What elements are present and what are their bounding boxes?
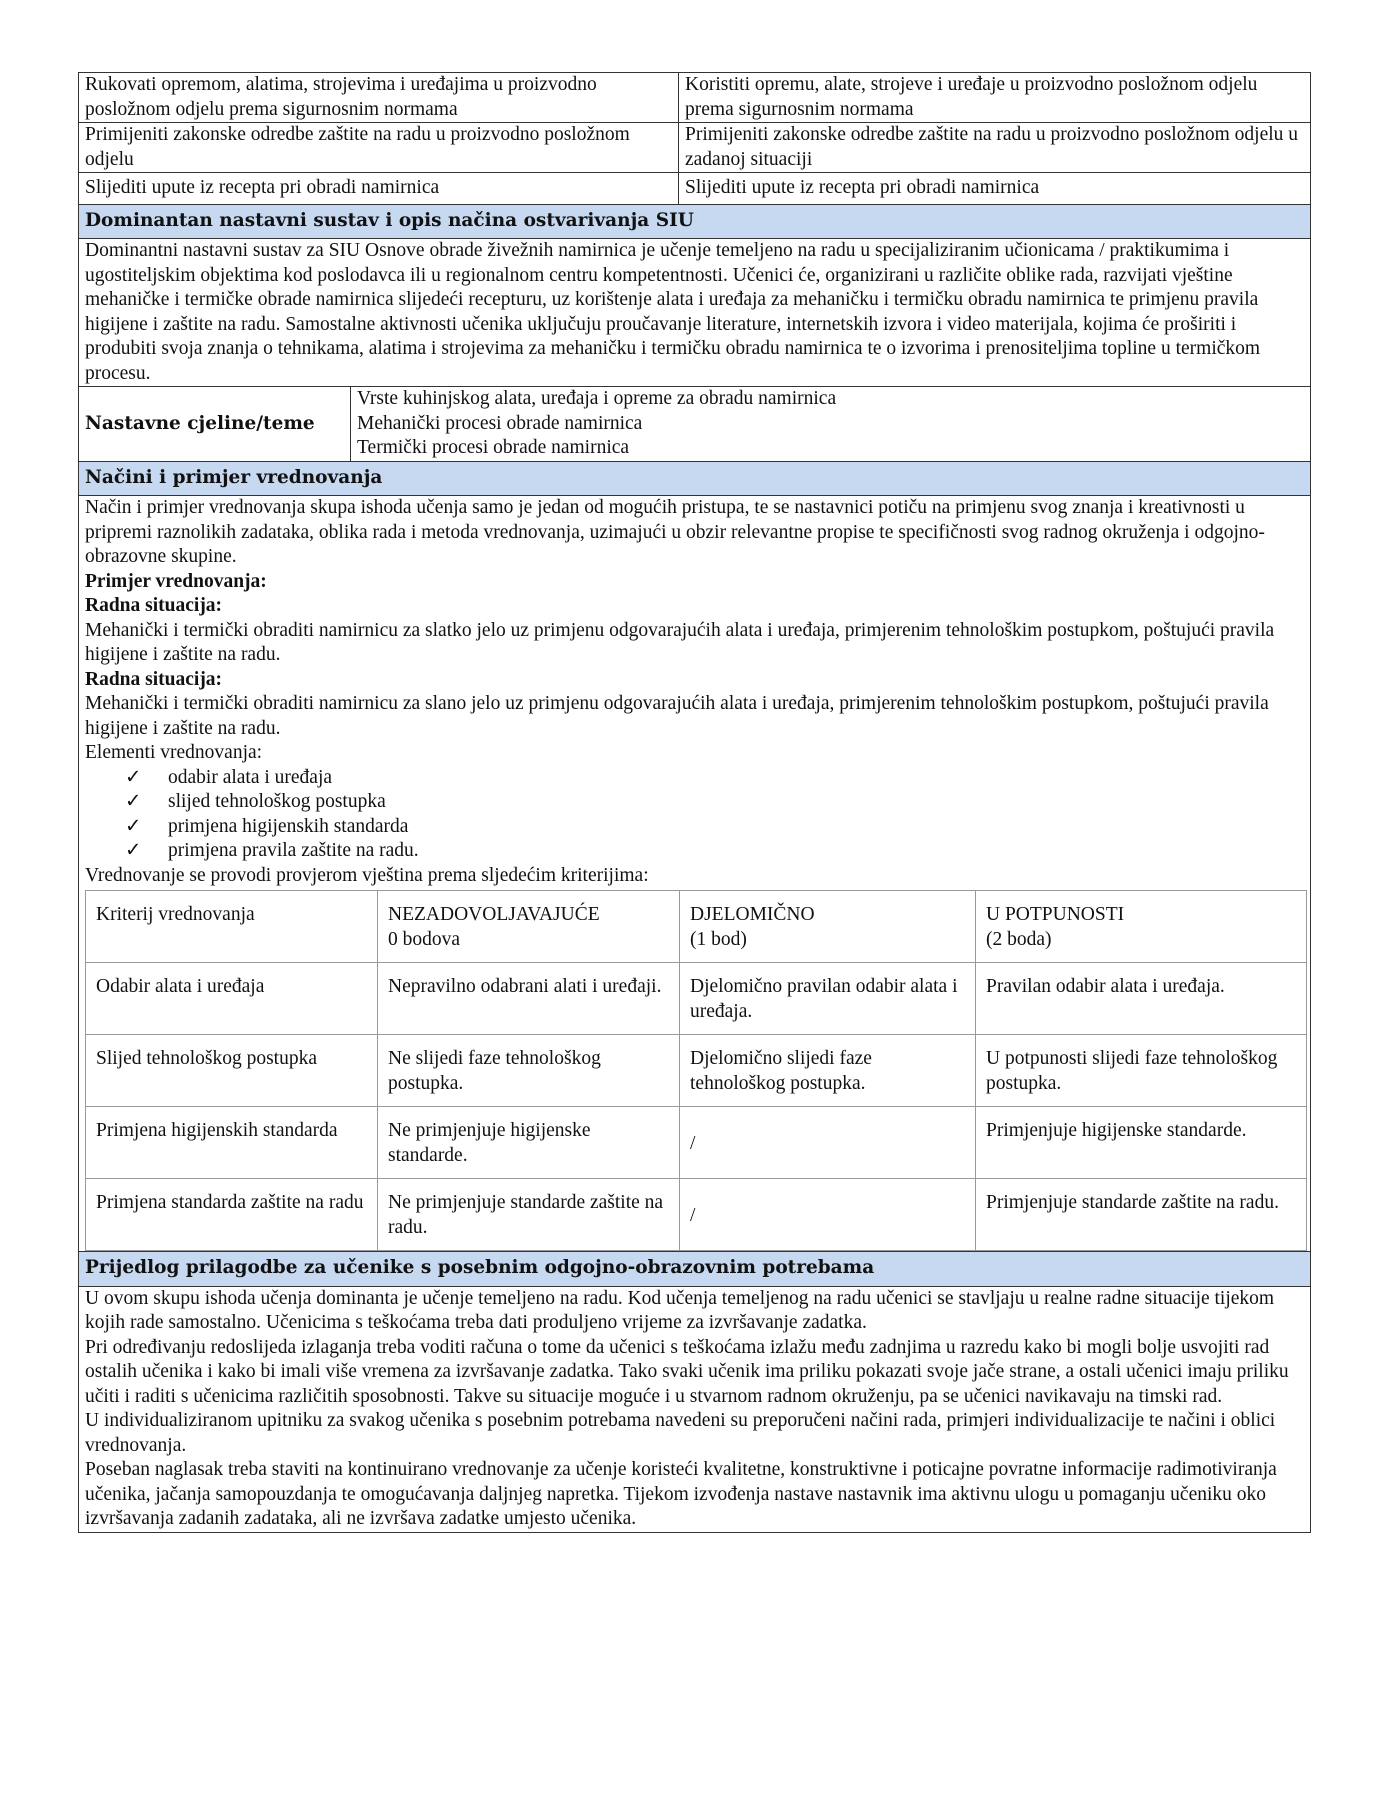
table-cell: U potpunosti slijedi faze tehnološkog postupka. — [976, 1035, 1307, 1107]
work-situation-heading: Radna situacija: — [85, 668, 223, 690]
section-header-adaptation: Prijedlog prilagodbe za učenike s posebnim odgojno-obrazovnim potrebama — [79, 1251, 1310, 1286]
table-cell: Ne primjenjuje standarde zaštite na radu. — [378, 1179, 680, 1251]
table-cell: Primjenjuje standarde zaštite na radu. — [976, 1179, 1307, 1251]
topic-item: Vrste kuhinjskog alata, uređaja i opreme za obradu namirnica — [357, 388, 837, 409]
table-cell: Djelomično slijedi faze tehnološkog postupka. — [680, 1035, 976, 1107]
list-item: ✓ primjena higijenskih standarda — [125, 815, 1304, 840]
adaptation-paragraph: U individualiziranom upitniku za svakog učenika s posebnim potrebama navedeni su preporučeni načini rada, primjeri individualizacije te načini i oblici vrednovanja. — [85, 1410, 1276, 1456]
table-row — [86, 1035, 1307, 1107]
table-header-cell: NEZADOVOLJAVAJUĆE 0 bodova — [378, 891, 680, 963]
adaptation-body — [79, 1286, 1310, 1532]
table-cell: Primjena standarda zaštite na radu — [86, 1179, 378, 1251]
work-situation-heading: Radna situacija: — [85, 595, 223, 616]
outcome-left: Slijediti upute iz recepta pri obradi namirnica — [79, 173, 679, 204]
topics-label: Nastavne cjeline/teme — [79, 387, 351, 461]
outcome-right: Primijeniti zakonske odredbe zaštite na radu u proizvodno posložnom odjelu u zadanoj situaciji — [685, 124, 1299, 170]
example-heading: Primjer vrednovanja: — [85, 570, 267, 592]
outcome-row — [79, 73, 1310, 122]
criteria-table — [85, 890, 1307, 1251]
adaptation-paragraph: Poseban naglasak treba staviti na kontinuirano vrednovanje za učenje koristeći kvalitetne, konstruktivne i poticajne povratne informacije radimotiviranja učenika, jačanja samopouzdanja te omogućavanja daljnjeg napretka. Tijekom izvođenja nastave nastavnik ima aktivnu ulogu u pomaganju učeniku oko izvršavanja zadanih zadataka, ali ne izvršava zadatke umjesto učenika. — [85, 1459, 1277, 1529]
table-header-row — [86, 891, 1307, 963]
table-header-cell: DJELOMIČNO (1 bod) — [680, 891, 976, 963]
table-header-cell: Kriterij vrednovanja — [86, 891, 378, 963]
list-item: ✓ odabir alata i uređaja — [125, 766, 1304, 791]
outcome-row — [79, 172, 1310, 204]
section-header-evaluation: Načini i primjer vrednovanja — [79, 461, 1310, 496]
table-header-cell: U POTPUNOSTI (2 boda) — [976, 891, 1307, 963]
list-item: ✓ primjena pravila zaštite na radu. — [125, 839, 1304, 864]
checkmark-icon: ✓ — [125, 815, 142, 837]
table-row — [86, 963, 1307, 1035]
table-cell: Pravilan odabir alata i uređaja. — [976, 963, 1307, 1035]
outcome-right: Slijediti upute iz recepta pri obradi namirnica — [685, 177, 1040, 198]
table-cell: Odabir alata i uređaja — [86, 963, 378, 1035]
table-cell: / — [680, 1107, 976, 1179]
topic-item: Termički procesi obrade namirnica — [357, 437, 630, 458]
table-row — [86, 1179, 1307, 1251]
table-cell: Djelomično pravilan odabir alata i uređaja. — [680, 963, 976, 1035]
adaptation-paragraph: Pri određivanju redoslijeda izlaganja treba voditi računa o tome da učenici s teškoćama izlažu među zadnjima u razredu kako bi mogli bolje usvojiti rad ostalih učenika i kako bi imali više vremena za izvršavanje zadatka. Tako svaki učenik ima priliku pokazati svoje jače strane, a ostali učenici imaju priliku učiti i raditi s učenicima različitih sposobnosti. Takve su situacije moguće i u stvarnom radnom okruženju, pa se učenici navikavaju na timski rad. — [85, 1336, 1289, 1407]
list-item: ✓ slijed tehnološkog postupka — [125, 790, 1304, 815]
dominant-description: Dominantni nastavni sustav za SIU Osnove obrade živežnih namirnica je učenje temeljeno na radu u specijaliziranim učionicama / praktikumima i ugostiteljskim objektima kod poslodavca ili u regionalnom centru kompetentnosti. Učenici će, organizirani u različite oblike rada, razvijati vještine mehaničke i termičke obrade namirnica slijedeći recepturu, uz korištenje alata i uređaja za mehaničku i termičku obradu namirnica te primjenu pravila higijene i zaštite na radu. Samostalne aktivnosti učenika uključuju proučavanje literature, internetskih izvora i video materijala, kojima će proširiti i produbiti svoja znanja o tehnikama, alatima i strojevima za mehaničku i termičku obradu namirnica te o izvorima i prenositeljima topline u termičkom procesu. — [79, 238, 1310, 386]
table-cell: Nepravilno odabrani alati i uređaji. — [378, 963, 680, 1035]
topics-row — [79, 386, 1310, 461]
curriculum-document — [78, 72, 1311, 1533]
topics-list — [351, 387, 842, 461]
outcome-right: Koristiti opremu, alate, strojeve i uređaje u proizvodno posložnom odjelu prema sigurnosnim normama — [685, 74, 1258, 120]
table-cell: Ne slijedi faze tehnološkog postupka. — [378, 1035, 680, 1107]
outcome-row — [79, 122, 1310, 172]
outcome-left: Rukovati opremom, alatima, strojevima i uređajima u proizvodno posložnom odjelu prema sigurnosnim normama — [79, 73, 679, 122]
table-cell: / — [680, 1179, 976, 1251]
adaptation-paragraph: U ovom skupu ishoda učenja dominanta je učenje temeljeno na radu. Kod učenja temeljenog na radu učenici se stavljaju u realne radne situacije tijekom kojih rade samostalno. Učenicima s teškoćama treba dati produljeno vrijeme za izvršavanje zadatka. — [85, 1287, 1275, 1333]
work-situation-text: Mehanički i termički obraditi namirnicu za slatko jelo uz primjenu odgovarajućih alata i uređaja, primjerenim tehnološkim postupkom, poštujući pravila higijene i zaštite na radu. — [85, 619, 1275, 665]
section-header-dominant: Dominantan nastavni sustav i opis načina ostvarivanja SIU — [79, 204, 1310, 239]
evaluation-elements-list — [85, 766, 1304, 864]
table-cell: Primjena higijenskih standarda — [86, 1107, 378, 1179]
table-row — [86, 1107, 1307, 1179]
evaluation-intro: Način i primjer vrednovanja skupa ishoda učenja samo je jedan od mogućih pristupa, te se nastavnici potiču na primjenu svog znanja i kreativnosti u pripremi raznolikih zadataka, oblika rada i metoda vrednovanja, uzimajući u obzir relevantne propise te specifičnosti svog radnog okruženja i odgojno-obrazovne skupine. — [85, 497, 1265, 567]
table-cell: Primjenjuje higijenske standarde. — [976, 1107, 1307, 1179]
work-situation-text: Mehanički i termički obraditi namirnicu za slano jelo uz primjenu odgovarajućih alata i uređaja, primjerenim tehnološkim postupkom, poštujući pravila higijene i zaštite na radu. — [85, 693, 1269, 739]
checkmark-icon: ✓ — [125, 791, 142, 812]
checkmark-icon: ✓ — [125, 840, 142, 861]
evaluation-body — [79, 495, 1310, 888]
topic-item: Mehanički procesi obrade namirnica — [357, 412, 643, 434]
table-cell: Ne primjenjuje higijenske standarde. — [378, 1107, 680, 1179]
elements-heading: Elementi vrednovanja: — [85, 742, 263, 763]
criteria-intro: Vrednovanje se provodi provjerom vještina prema sljedećim kriterijima: — [85, 864, 649, 886]
table-cell: Slijed tehnološkog postupka — [86, 1035, 378, 1107]
checkmark-icon: ✓ — [125, 766, 142, 788]
outcome-left: Primijeniti zakonske odredbe zaštite na radu u proizvodno posložnom odjelu — [79, 123, 679, 172]
